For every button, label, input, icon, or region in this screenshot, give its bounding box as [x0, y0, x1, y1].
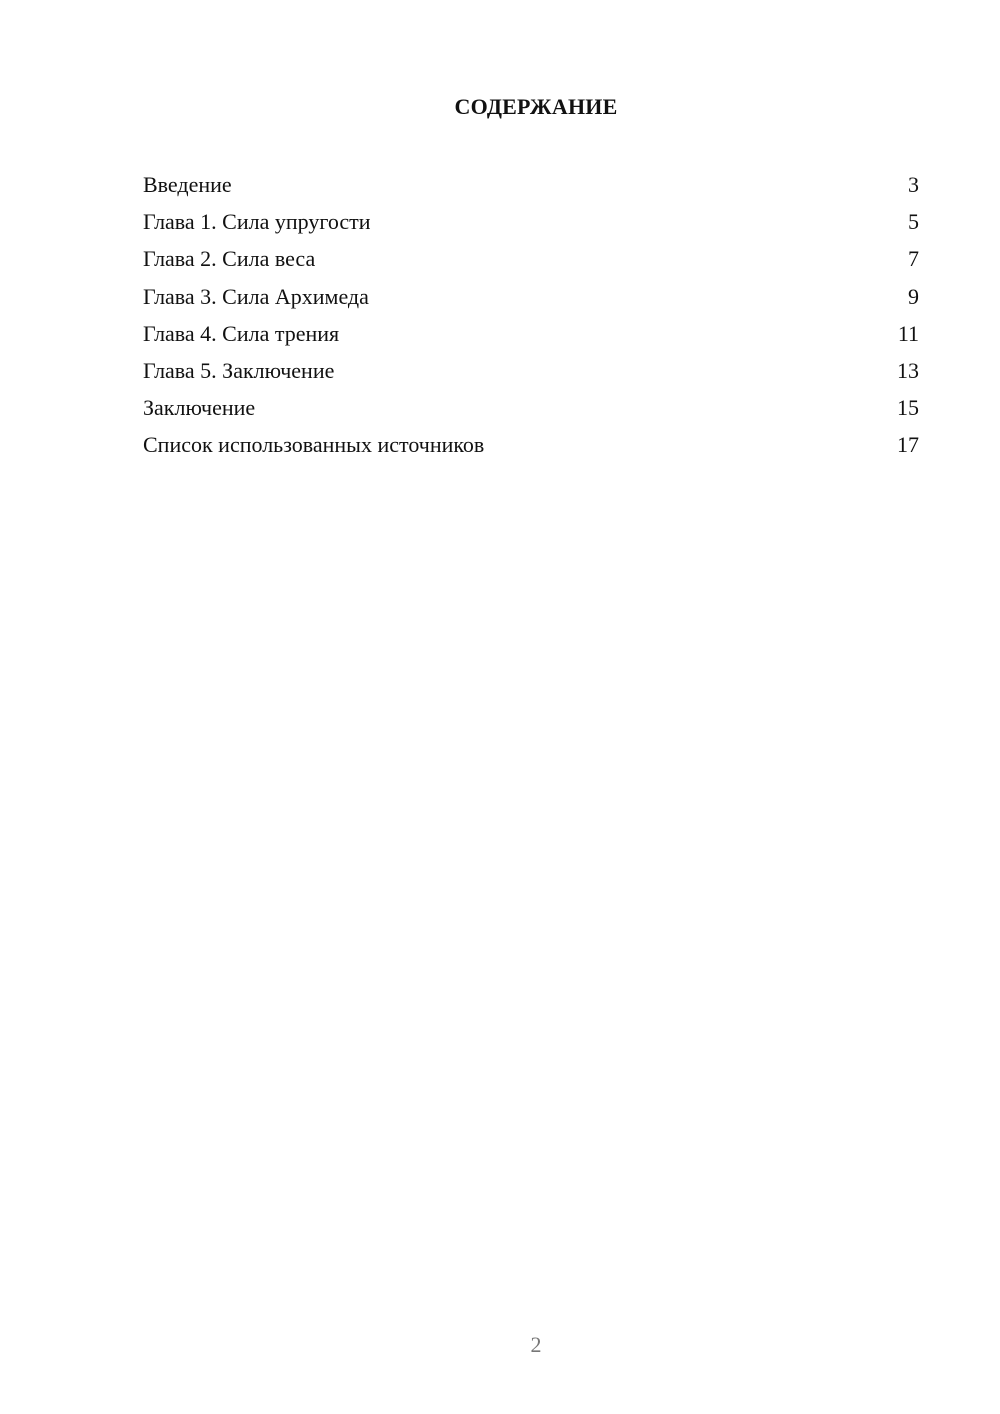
toc-entry-page: 17 — [897, 432, 919, 458]
toc-entry-label: Список использованных источников — [143, 432, 485, 458]
toc-entry-label: Глава 1. Сила упругости — [143, 209, 371, 235]
toc-entry-label: Глава 5. Заключение — [143, 357, 335, 383]
toc-entry-label: Введение — [143, 172, 232, 197]
toc-entry-introduction[interactable] — [143, 170, 919, 207]
toc-entry-label: Глава 2. Сила веса — [143, 246, 316, 272]
toc-entry-references[interactable] — [143, 430, 919, 467]
toc-entry-label: Заключение — [143, 395, 256, 421]
toc-entry-page: 15 — [897, 395, 919, 421]
toc-entry-label: Глава 4. Сила трения — [143, 320, 340, 346]
toc-entry-page: 3 — [908, 172, 919, 197]
toc-entry-chapter-2[interactable] — [143, 244, 919, 281]
toc-entry-page: 5 — [908, 209, 919, 235]
page-title: СОДЕРЖАНИЕ — [454, 94, 618, 119]
toc-entry-page: 7 — [908, 246, 919, 272]
page-number: 2 — [530, 1332, 542, 1357]
toc-entry-chapter-1[interactable] — [143, 207, 919, 244]
toc-entry-page: 9 — [908, 283, 919, 309]
toc-entry-page: 11 — [897, 320, 919, 346]
toc-entry-chapter-5[interactable] — [143, 356, 919, 393]
toc-entry-conclusion[interactable] — [143, 393, 919, 430]
toc-entry-label: Глава 3. Сила Архимеда — [143, 283, 369, 309]
toc-entry-page: 13 — [897, 357, 919, 383]
table-of-contents — [143, 170, 919, 468]
toc-entry-chapter-3[interactable] — [143, 282, 919, 319]
toc-entry-chapter-4[interactable] — [143, 319, 919, 356]
